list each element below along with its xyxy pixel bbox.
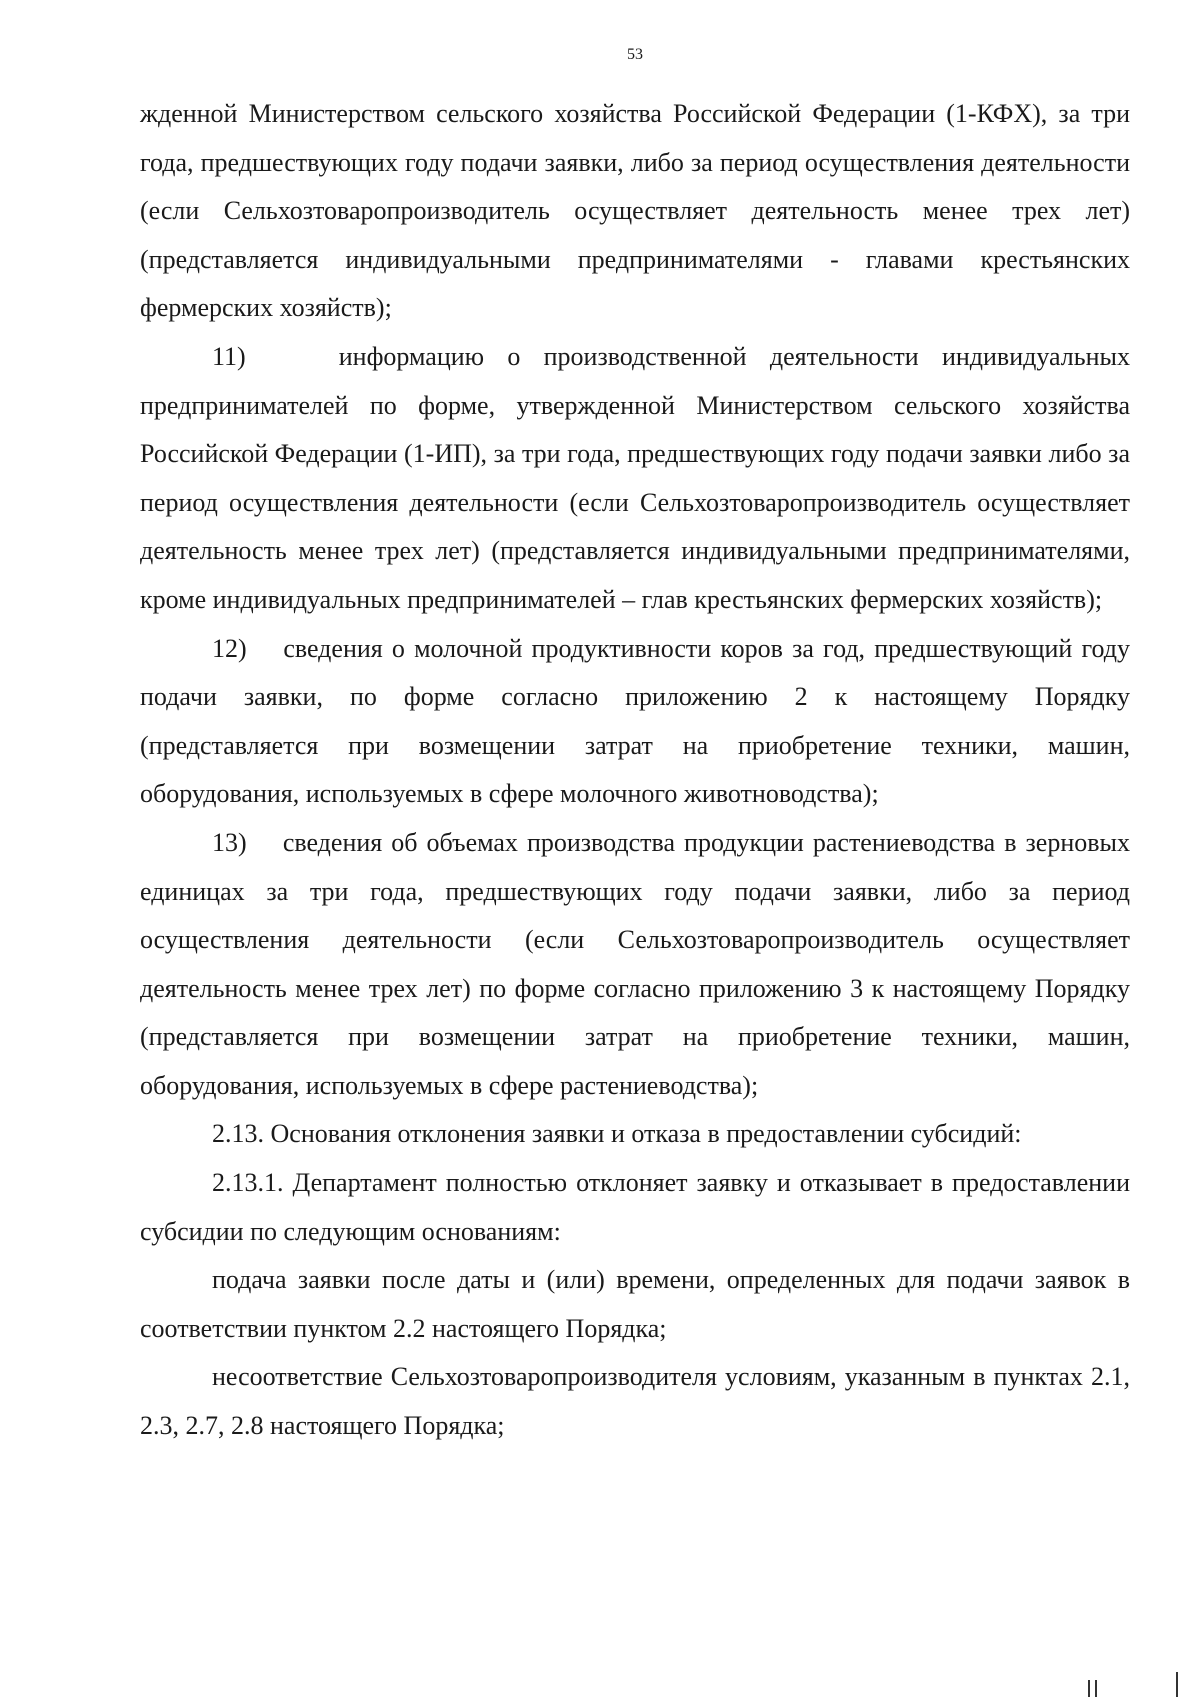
- document-body: [140, 90, 1130, 1451]
- scan-artifact-mark: [1088, 1680, 1090, 1697]
- paragraph-item-12: 12) сведения о молочной продуктивности коров за год, предшествующий году подачи заявки, по форме согласно приложению 2 к настоящему Порядку (представляется при возмещении затрат на приобретение техники, машин, оборудования, используемых в сфере молочного животноводства);: [140, 633, 1130, 809]
- paragraph-section-2-13: 2.13. Основания отклонения заявки и отказа в предоставлении субсидий:: [212, 1119, 1022, 1149]
- scan-artifact-mark: [1095, 1680, 1097, 1697]
- page-number: 53: [627, 46, 643, 63]
- paragraph-item-11: 11) информацию о производственной деятельности индивидуальных предпринимателей по форме, утвержденной Министерством сельского хозяйства Российской Федерации (1-ИП), за три года, предшествующих году подачи заявки либо за период осуществления деятельности (если Сельхозтоваропроизводитель осуществляет деятельность менее трех лет) (представляется индивидуальными предпринимателями, кроме индивидуальных предпринимателей – глав крестьянских фермерских хозяйств);: [140, 341, 1130, 614]
- paragraph-item-13: 13) сведения об объемах производства продукции растениеводства в зерновых единицах за три года, предшествующих году подачи заявки, либо за период осуществления деятельности (если Сельхозтоваропроизводитель осуществляет деятельность менее трех лет) по форме согласно приложению 3 к настоящему Порядку (представляется при возмещении затрат на приобретение техники, машин, оборудования, используемых в сфере растениеводства);: [140, 827, 1130, 1100]
- scan-artifact-mark: [1176, 1672, 1178, 1697]
- paragraph-section-2-13-1: 2.13.1. Департамент полностью отклоняет заявку и отказывает в предоставлении субсидии по следующим основаниям:: [140, 1168, 1130, 1246]
- paragraph-ground-2: несоответствие Сельхозтоваропроизводителя условиям, указанным в пунктах 2.1, 2.3, 2.7, 2.8 настоящего Порядка;: [140, 1362, 1130, 1441]
- paragraph-1: жденной Министерством сельского хозяйства Российской Федерации (1-КФХ), за три года, предшествующих году подачи заявки, либо за период осуществления деятельности (если Сельхозтоваропроизводитель осуществляет деятельность менее трех лет) (представляется индивидуальными предпринимателями - главами крестьянских фермерских хозяйств);: [140, 99, 1130, 323]
- paragraph-ground-1: подача заявки после даты и (или) времени, определенных для подачи заявок в соответствии пунктом 2.2 настоящего Порядка;: [140, 1265, 1130, 1343]
